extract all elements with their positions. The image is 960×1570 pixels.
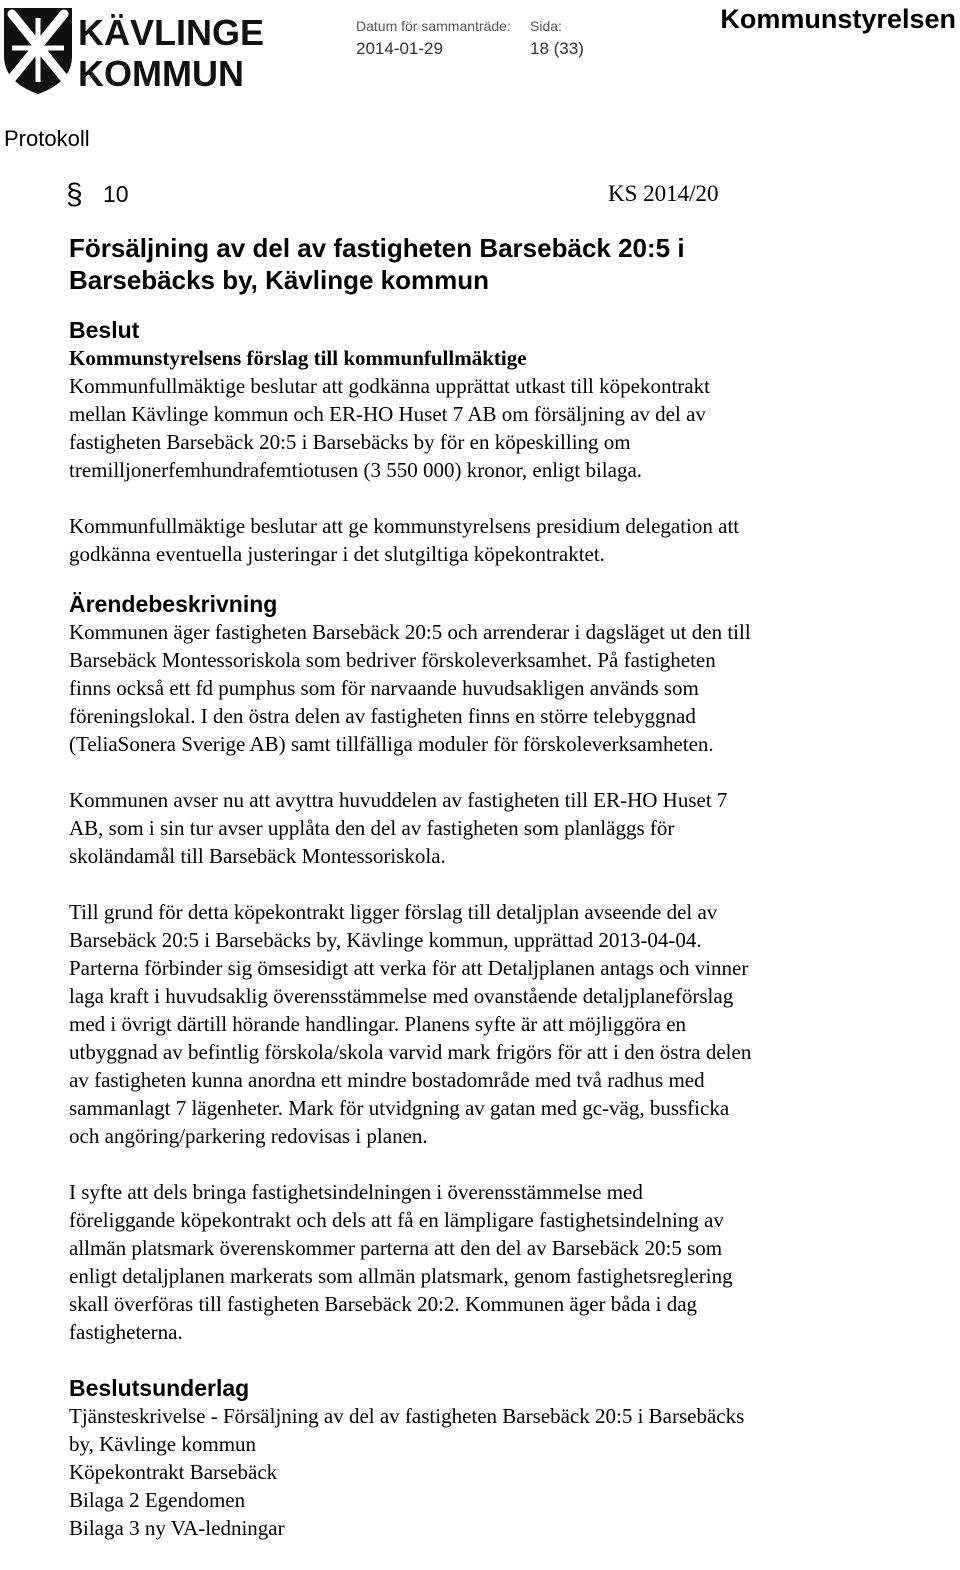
meeting-date-value: 2014-01-29 xyxy=(356,39,443,58)
description-paragraph-1 xyxy=(69,618,949,758)
description-paragraph-4 xyxy=(69,1178,949,1346)
text-line: (TeliaSonera Sverige AB) samt tillfälliga moduler för förskoleverksamheten. xyxy=(69,732,714,756)
text-line: fastigheten Barsebäck 20:5 i Barsebäcks by för en köpeskilling om xyxy=(69,430,631,454)
text-line: skoländamål till Barsebäck Montessoriskola. xyxy=(69,844,446,868)
text-line: laga kraft i huvudsaklig överensstämmelse med ovanstående detaljplaneförslag xyxy=(69,984,734,1008)
text-line: med i övrigt därtill hörande handlingar. Planens syfte är att möjliggöra en xyxy=(69,1012,687,1036)
text-line: föreningslokal. I den östra delen av fastigheten finns en större telebyggnad xyxy=(69,704,696,728)
logo-text-line1: KÄVLINGE xyxy=(78,12,265,53)
text-line: Kommunen avser nu att avyttra huvuddelen av fastigheten till ER-HO Huset 7 xyxy=(69,788,728,812)
text-line: Barsebäck Montessoriskola som bedriver förskoleverksamhet. På fastigheten xyxy=(69,648,716,672)
meeting-date-label: Datum för sammanträde: xyxy=(356,18,511,34)
page-label: Sida: xyxy=(530,18,562,34)
kavlinge-kommun-logo xyxy=(2,4,265,94)
decision-paragraph-1 xyxy=(69,372,949,484)
text-line: föreliggande köpekontrakt och dels att få en lämpligare fastighetsindelning av xyxy=(69,1208,724,1232)
text-line: fastigheterna. xyxy=(69,1320,183,1344)
description-paragraph-2 xyxy=(69,786,949,870)
section-number: 10 xyxy=(103,181,129,207)
decision-paragraph-2 xyxy=(69,512,949,568)
section-title xyxy=(69,232,949,296)
list-item: Bilaga 2 Egendomen xyxy=(69,1488,246,1512)
document-body xyxy=(69,232,949,1542)
coat-of-arms-icon xyxy=(2,4,265,94)
list-item: Tjänsteskrivelse - Försäljning av del av fastigheten Barsebäck 20:5 i Barsebäcks xyxy=(69,1404,745,1428)
text-line: Kommunfullmäktige beslutar att ge kommunstyrelsens presidium delegation att xyxy=(69,514,740,538)
text-line: allmän platsmark överenskommer parterna att den del av Barsebäck 20:5 som xyxy=(69,1236,723,1260)
section-title-line: Barsebäcks by, Kävlinge kommun xyxy=(69,265,490,295)
list-item: by, Kävlinge kommun xyxy=(69,1432,257,1456)
text-line: godkänna eventuella justeringar i det slutgiltiga köpekontraktet. xyxy=(69,542,605,566)
text-line: Parterna förbinder sig ömsesidigt att verka för att Detaljplanen antags och vinner xyxy=(69,956,749,980)
decision-subheading: Kommunstyrelsens förslag till kommunfullmäktige xyxy=(69,346,527,370)
text-line: av fastigheten kunna anordna ett mindre bostadområde med två radhus med xyxy=(69,1068,705,1092)
basis-list xyxy=(69,1402,949,1542)
list-item: Bilaga 3 ny VA-ledningar xyxy=(69,1516,285,1540)
text-line: enligt detaljplanen markerats som allmän platsmark, genom fastighetsreglering xyxy=(69,1264,733,1288)
text-line: sammanlagt 7 lägenheter. Mark för utvidgning av gatan med gc-väg, bussficka xyxy=(69,1096,730,1120)
basis-heading: Beslutsunderlag xyxy=(69,1375,250,1401)
text-line: tremilljonerfemhundrafemtiotusen (3 550 000) kronor, enligt bilaga. xyxy=(69,458,643,482)
text-line: Till grund för detta köpekontrakt ligger förslag till detaljplan avseende del av xyxy=(69,900,718,924)
text-line: och angöring/parkering redovisas i planen. xyxy=(69,1124,428,1148)
text-line: finns också ett fd pumphus som för narvaande huvudsakligen används som xyxy=(69,676,699,700)
list-item: Köpekontrakt Barsebäck xyxy=(69,1460,278,1484)
text-line: utbyggnad av befintlig förskola/skola varvid mark frigörs för att i den östra delen xyxy=(69,1040,752,1064)
section-mark: § xyxy=(66,178,83,211)
document-type: Protokoll xyxy=(4,126,90,151)
text-line: mellan Kävlinge kommun och ER-HO Huset 7 AB om försäljning av del av xyxy=(69,402,706,426)
text-line: I syfte att dels bringa fastighetsindelningen i överensstämmelse med xyxy=(69,1180,643,1204)
section-title-line: Försäljning av del av fastigheten Barsebäck 20:5 i xyxy=(69,233,685,263)
organization-name: Kommunstyrelsen xyxy=(720,4,956,34)
decision-heading: Beslut xyxy=(69,317,140,343)
text-line: Kommunfullmäktige beslutar att godkänna upprättat utkast till köpekontrakt xyxy=(69,374,710,398)
description-paragraph-3 xyxy=(69,898,949,1150)
text-line: Barsebäck 20:5 i Barsebäcks by, Kävlinge kommun, upprättad 2013-04-04. xyxy=(69,928,702,952)
case-number: KS 2014/20 xyxy=(608,181,719,206)
text-line: Kommunen äger fastigheten Barsebäck 20:5 och arrenderar i dagsläget ut den till xyxy=(69,620,751,644)
description-heading: Ärendebeskrivning xyxy=(69,591,278,617)
logo-text-line2: KOMMUN xyxy=(78,53,244,94)
text-line: skall överföras till fastigheten Barsebäck 20:2. Kommunen äger båda i dag xyxy=(69,1292,698,1316)
page-value: 18 (33) xyxy=(530,39,584,58)
text-line: AB, som i sin tur avser upplåta den del av fastigheten som planläggs för xyxy=(69,816,675,840)
